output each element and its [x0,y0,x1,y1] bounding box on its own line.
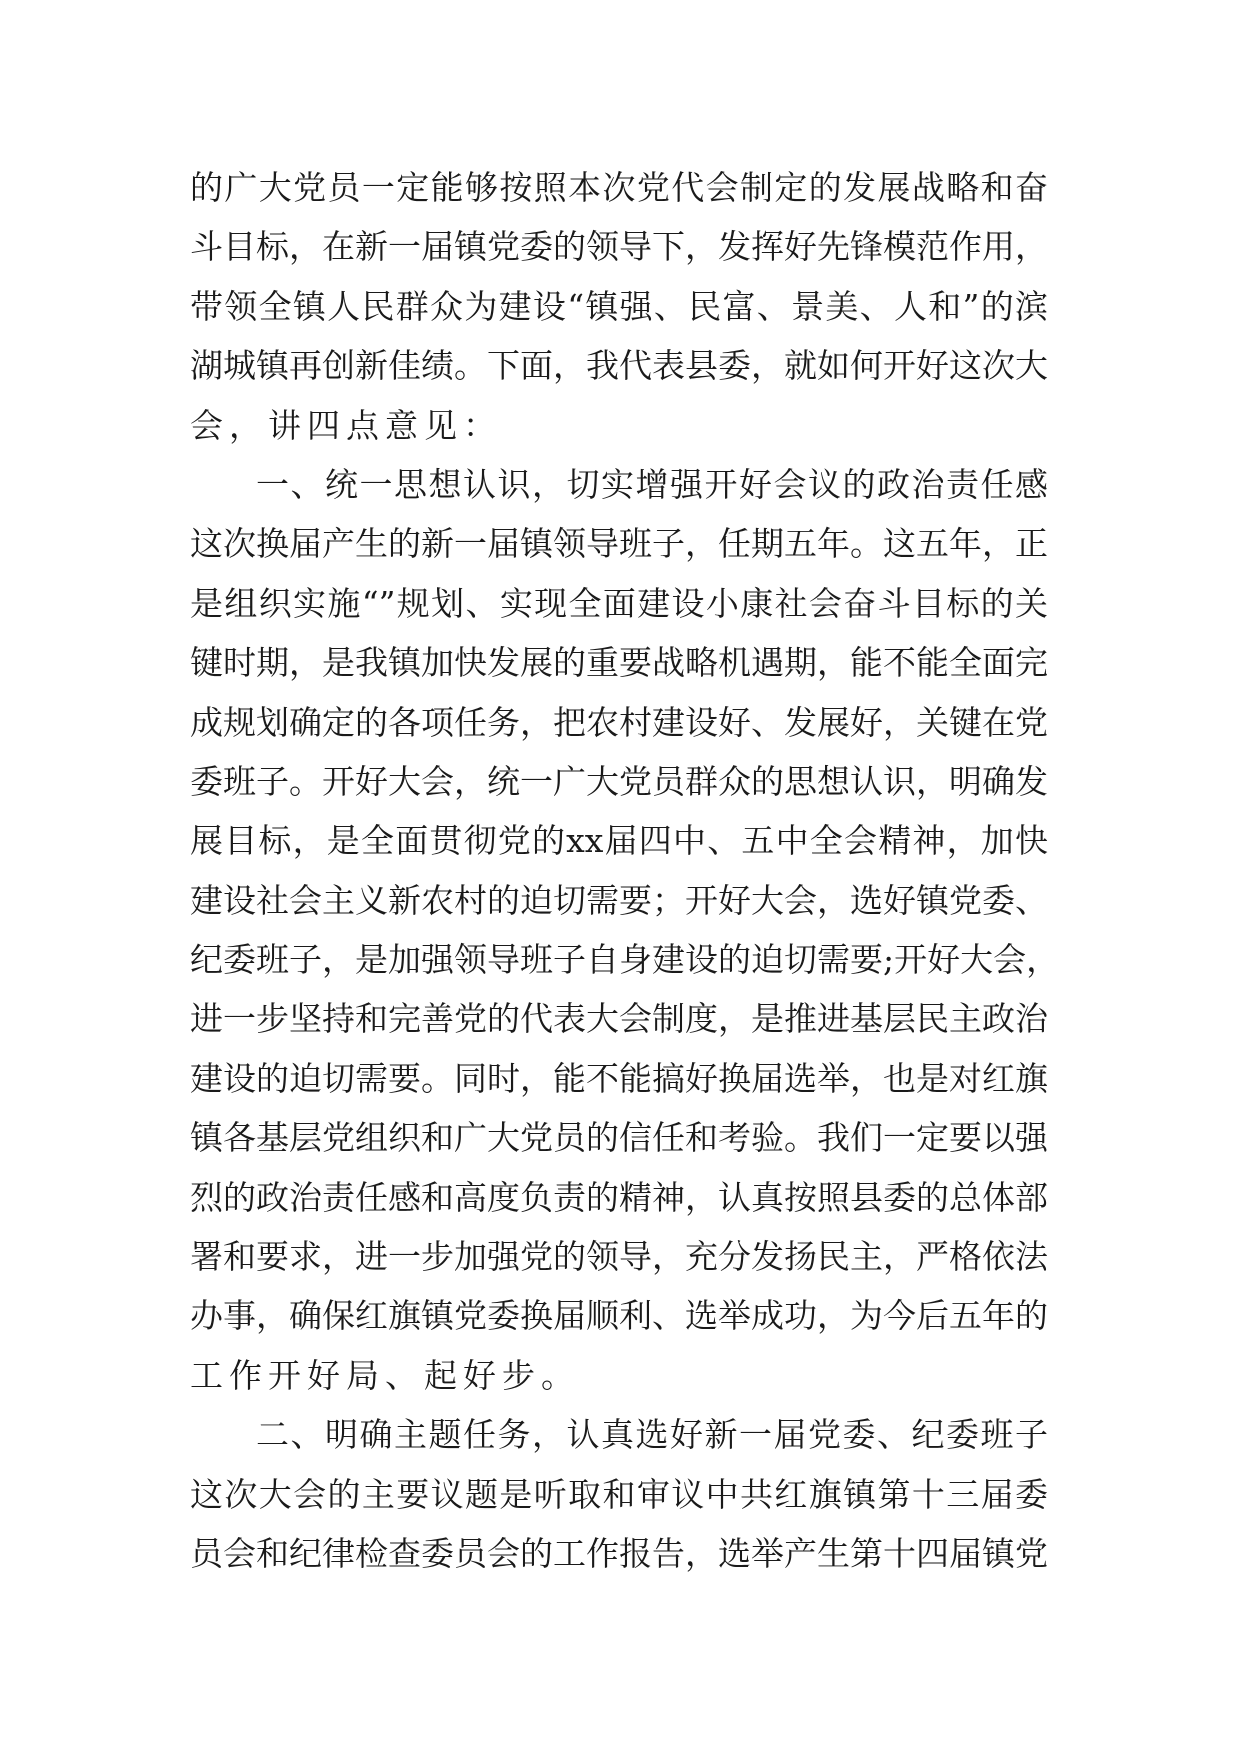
text-line: 办事，确保红旗镇党委换届顺利、选举成功，为今后五年的 [190,1296,1048,1336]
text-line: 纪委班子，是加强领导班子自身建设的迫切需要;开好大会， [190,940,1060,980]
text-line: 烈的政治责任感和高度负责的精神，认真按照县委的总体部 [190,1177,1048,1217]
section-heading-2: 二、明确主题任务，认真选好新一届党委、纪委班子 [256,1415,1048,1455]
text-line: 建设社会主义新农村的迫切需要；开好大会，选好镇党委、 [190,880,1048,920]
body-text [190,158,1060,1583]
text-line: 工作开好局、起好步。 [190,1355,580,1395]
text-line: 镇各基层党组织和广大党员的信任和考验。我们一定要以强 [190,1118,1048,1158]
text-line: 展目标，是全面贯彻党的xx届四中、五中全会精神，加快 [190,821,1048,861]
text-line: 会，讲四点意见： [190,405,502,445]
text-line: 进一步坚持和完善党的代表大会制度，是推进基层民主政治 [190,999,1048,1039]
text-line: 键时期，是我镇加快发展的重要战略机遇期，能不能全面完 [190,643,1048,683]
text-line: 员会和纪律检查委员会的工作报告，选举产生第十四届镇党 [190,1533,1048,1573]
text-line: 斗目标，在新一届镇党委的领导下，发挥好先锋模范作用， [190,227,1048,267]
text-line: 署和要求，进一步加强党的领导，充分发扬民主，严格依法 [190,1237,1048,1277]
text-line: 是组织实施“”规划、实现全面建设小康社会奋斗目标的关 [190,583,1048,623]
text-line: 湖城镇再创新佳绩。下面，我代表县委，就如何开好这次大 [190,346,1048,386]
text-line: 这次大会的主要议题是听取和审议中共红旗镇第十三届委 [190,1474,1048,1514]
text-line: 建设的迫切需要。同时，能不能搞好换届选举，也是对红旗 [190,1058,1048,1098]
section-heading-1: 一、统一思想认识，切实增强开好会议的政治责任感 [256,464,1048,504]
text-line: 的广大党员一定能够按照本次党代会制定的发展战略和奋 [190,168,1048,207]
text-line: 成规划确定的各项任务，把农村建设好、发展好，关键在党 [190,702,1048,742]
text-line: 带领全镇人民群众为建设“镇强、民富、景美、人和”的滨 [190,286,1048,326]
text-line: 委班子。开好大会，统一广大党员群众的思想认识，明确发 [190,761,1048,801]
text-line: 这次换届产生的新一届镇领导班子，任期五年。这五年，正 [190,524,1048,564]
